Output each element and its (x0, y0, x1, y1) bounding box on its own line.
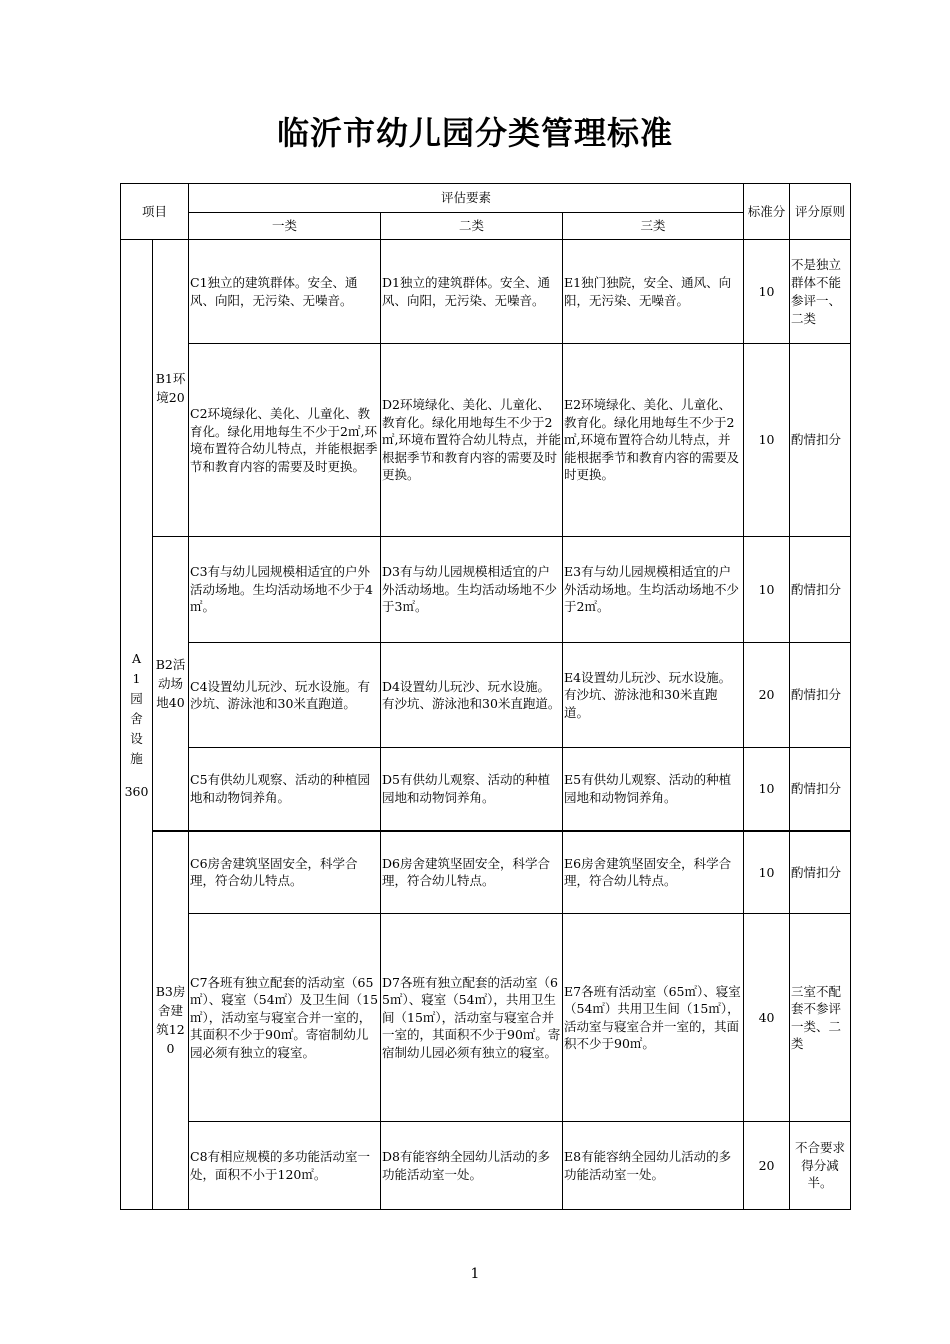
standard-score: 10 (744, 748, 790, 831)
criteria-class3: E3有与幼儿园规模相适宜的户外活动场地。生均活动场地不少于2㎡。 (563, 537, 744, 643)
category-a1-score: 360 (124, 783, 149, 799)
criteria-class2: D5有供幼儿观察、活动的种植园地和动物饲养角。 (381, 748, 563, 831)
scoring-principle: 酌情扣分 (790, 344, 851, 537)
table-row (121, 914, 851, 1122)
criteria-class1: C7各班有独立配套的活动室（65㎡）、寝室（54㎡）及卫生间（15㎡），活动室与寝室合并一室的，其面积不少于90㎡。寄宿制幼儿园必须有独立的寝室。 (189, 914, 381, 1122)
criteria-class2: D6房舍建筑坚固安全，科学合理，符合幼儿特点。 (381, 831, 563, 914)
scoring-principle: 酌情扣分 (790, 748, 851, 831)
criteria-class1: C6房舍建筑坚固安全，科学合理，符合幼儿特点。 (189, 831, 381, 914)
scoring-principle: 酌情扣分 (790, 537, 851, 643)
table-row (121, 1122, 851, 1210)
criteria-class3: E4设置幼儿玩沙、玩水设施。有沙坑、游泳池和30米直跑道。 (563, 643, 744, 748)
scoring-principle: 三室不配套不参评一类、二类 (790, 914, 851, 1122)
page-title: 临沂市幼儿园分类管理标准 (276, 114, 673, 152)
standard-score: 10 (744, 537, 790, 643)
header-class3: 三类 (563, 213, 744, 240)
scoring-principle: 不是独立群体不能参评一、二类 (790, 240, 851, 344)
table-row (121, 344, 851, 537)
table-row (121, 240, 851, 344)
table-row (121, 831, 851, 914)
category-b1: B1环境20 (153, 240, 189, 537)
standard-score: 40 (744, 914, 790, 1122)
header-class2: 二类 (381, 213, 563, 240)
criteria-class3: E5有供幼儿观察、活动的种植园地和动物饲养角。 (563, 748, 744, 831)
criteria-class2: D2环境绿化、美化、儿童化、教育化。绿化用地每生不少于2㎡,环境布置符合幼儿特点，并能根据季节和教育内容的需要及时更换。 (381, 344, 563, 537)
criteria-class3: E8有能容纳全园幼儿活动的多功能活动室一处。 (563, 1122, 744, 1210)
criteria-class3: E2环境绿化、美化、儿童化、教育化。绿化用地每生不少于2㎡,环境布置符合幼儿特点，并能根据季节和教育内容的需要及时更换。 (563, 344, 744, 537)
category-a1 (121, 240, 153, 1210)
page-number: 1 (470, 1266, 480, 1282)
category-b2: B2活动场地40 (153, 537, 189, 831)
header-class1: 一类 (189, 213, 381, 240)
table-row (121, 537, 851, 643)
header-score: 标准分 (744, 184, 790, 240)
criteria-class1: C1独立的建筑群体。安全、通风、向阳，无污染、无噪音。 (189, 240, 381, 344)
standard-score: 20 (744, 643, 790, 748)
standard-score: 10 (744, 831, 790, 914)
criteria-class1: C3有与幼儿园规模相适宜的户外活动场地。生均活动场地不少于4㎡。 (189, 537, 381, 643)
table-row (121, 643, 851, 748)
scoring-principle: 不合要求得分减半。 (790, 1122, 851, 1210)
standard-score: 10 (744, 240, 790, 344)
header-project: 项目 (121, 184, 189, 240)
category-b3: B3房舍建筑120 (153, 831, 189, 1210)
criteria-class2: D1独立的建筑群体。安全、通风、向阳，无污染、无噪音。 (381, 240, 563, 344)
standard-score: 10 (744, 344, 790, 537)
standard-score: 20 (744, 1122, 790, 1210)
scoring-principle: 酌情扣分 (790, 831, 851, 914)
criteria-class2: D4设置幼儿玩沙、玩水设施。有沙坑、游泳池和30米直跑道。 (381, 643, 563, 748)
header-principle: 评分原则 (790, 184, 851, 240)
criteria-class3: E6房舍建筑坚固安全，科学合理，符合幼儿特点。 (563, 831, 744, 914)
criteria-class2: D3有与幼儿园规模相适宜的户外活动场地。生均活动场地不少于3㎡。 (381, 537, 563, 643)
standards-table (120, 183, 851, 1210)
criteria-class3: E7各班有活动室（65㎡）、寝室（54㎡）共用卫生间（15㎡），活动室与寝室合并一室的，其面积不少于90㎡。 (563, 914, 744, 1122)
criteria-class1: C2环境绿化、美化、儿童化、教育化。绿化用地每生不少于2㎡,环境布置符合幼儿特点，并能根据季节和教育内容的需要及时更换。 (189, 344, 381, 537)
criteria-class1: C5有供幼儿观察、活动的种植园地和动物饲养角。 (189, 748, 381, 831)
category-a1-label: A1园舍设施 (130, 650, 143, 766)
criteria-class2: D7各班有独立配套的活动室（65㎡）、寝室（54㎡），共用卫生间（15㎡），活动室与寝室合并一室的，其面积不少于90㎡。寄宿制幼儿园必须有独立的寝室。 (381, 914, 563, 1122)
scoring-principle: 酌情扣分 (790, 643, 851, 748)
criteria-class1: C8有相应规模的多功能活动室一处，面积不小于120㎡。 (189, 1122, 381, 1210)
criteria-class2: D8有能容纳全园幼儿活动的多功能活动室一处。 (381, 1122, 563, 1210)
table-row (121, 748, 851, 831)
criteria-class3: E1独门独院，安全、通风、向阳，无污染、无噪音。 (563, 240, 744, 344)
criteria-class1: C4设置幼儿玩沙、玩水设施。有沙坑、游泳池和30米直跑道。 (189, 643, 381, 748)
header-elements: 评估要素 (189, 184, 744, 213)
